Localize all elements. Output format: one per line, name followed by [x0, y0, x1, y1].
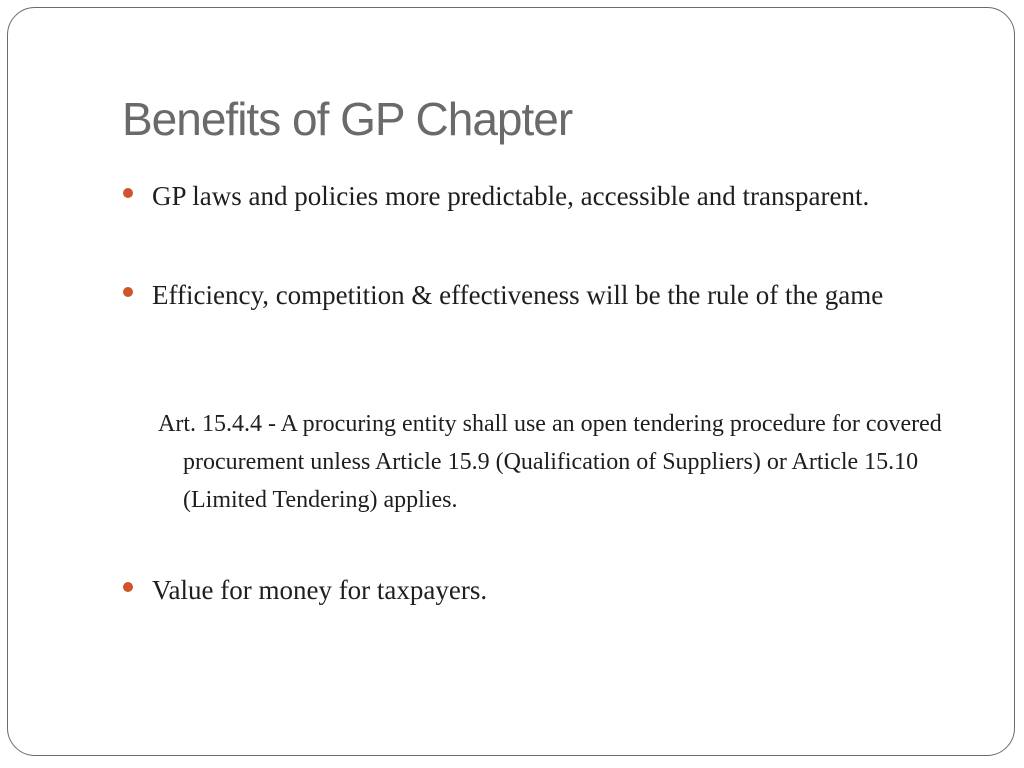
bullet-dot-icon [123, 287, 133, 297]
bullet-item [152, 274, 972, 316]
bullet-item [152, 569, 972, 611]
bullet-item [152, 175, 972, 217]
bullet-text: Value for money for taxpayers. [152, 575, 488, 605]
bullet-text: Efficiency, competition & effectiveness will be the rule of the game [152, 280, 884, 310]
sub-item-article: Art. 15.4.4 - A procuring entity shall use an open tendering procedure for covered procurement unless Article 15.9 (Qualification of Suppliers) or Article 15.10 (Limited Tendering) applies. [158, 411, 942, 513]
slide [7, 7, 1015, 756]
bullet-dot-icon [123, 582, 133, 592]
bullet-dot-icon [123, 188, 133, 198]
slide-title: Benefits of GP Chapter [122, 93, 573, 145]
bullet-text: GP laws and policies more predictable, accessible and transparent. [152, 181, 870, 211]
